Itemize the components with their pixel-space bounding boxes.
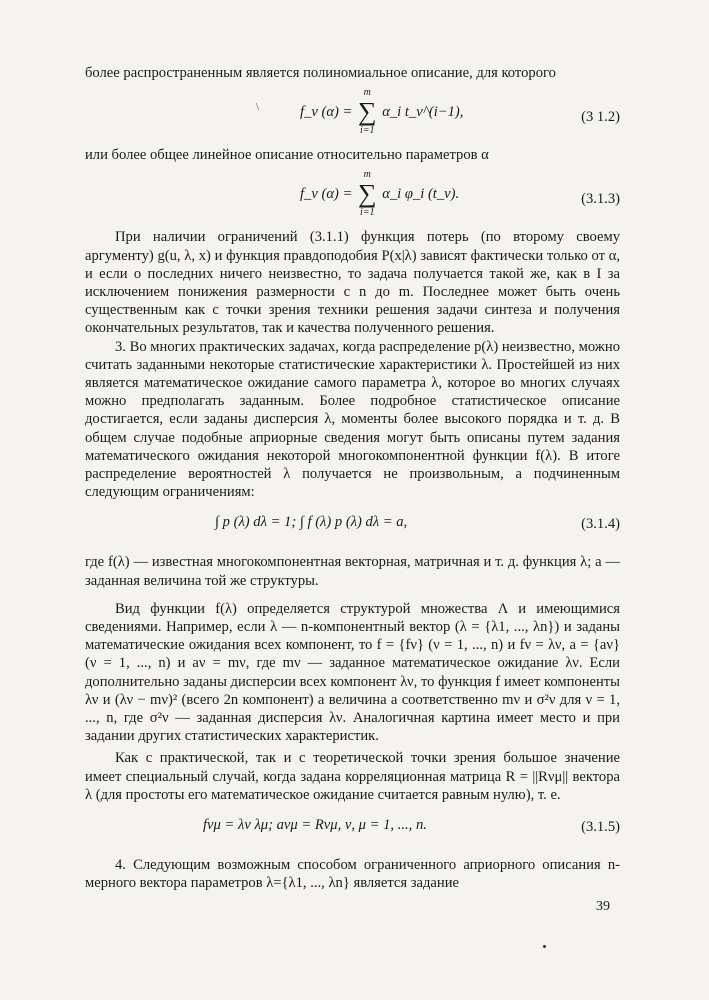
page-number: 39 <box>596 899 610 914</box>
eq1-sum-top: m <box>363 87 371 99</box>
equation-3-1-2 <box>85 86 620 140</box>
equation-3-1-5 <box>85 812 620 844</box>
eq2-rhs: α_i φ_i (t_ν). <box>382 186 460 203</box>
paragraph-7: Как с практической, так и с теоретической точки зрения большое значение имеет специальный случай, когда задана корреляционная матрица R = ||Rνμ|| вектора λ (для простоты его математическое ожидание считается равным нулю), т. е. <box>85 750 620 803</box>
equation-3-1-3 <box>85 168 620 222</box>
paragraph-8: 4. Следующим возможным способом ограниченного априорного описания n-мерного вектора параметров λ={λ1, ..., λn} является задание <box>85 857 620 892</box>
paragraph-1: более распространенным является полиномиальное описание, для которого <box>85 65 556 81</box>
eq1-sum-bottom: i=1 <box>360 125 375 137</box>
paragraph-5: где f(λ) — известная многокомпонентная векторная, матричная и т. д. функция λ; a — заданная величина той же структуры. <box>85 554 620 589</box>
eq2-sum-bottom: i=1 <box>360 207 375 219</box>
eq3-body: ∫ p (λ) dλ = 1; ∫ f (λ) p (λ) dλ = a, <box>215 514 408 531</box>
ink-dot <box>543 945 546 948</box>
eq1-number: (3 1.2) <box>581 109 620 126</box>
sum-symbol-icon: m ∑ i=1 <box>358 169 377 219</box>
sum-symbol-icon: m ∑ i=1 <box>358 87 377 137</box>
eq2-lhs: f_ν (α) = <box>300 186 353 203</box>
equation-3-1-4 <box>85 509 620 541</box>
eq4-body: fνμ = λν λμ; aνμ = Rνμ, ν, μ = 1, ..., n. <box>203 817 427 834</box>
document-page <box>85 64 620 893</box>
paragraph-3: При наличии ограничений (3.1.1) функция потерь (по второму своему аргументу) g(u, λ, x) и функция правдоподобия P(x|λ) зависят фактически только от α, и если о последних ничего неизвестно, то задача получается такой же, как в I за исключением понижения размерности с n до m. Последнее может быть очень существенным как с точки зрения техники решения задачи синтеза и получения окончательных результатов, так и качества полученного решения. <box>85 229 620 337</box>
eq3-number: (3.1.4) <box>581 516 620 533</box>
eq1-lhs: f_ν (α) = <box>300 104 353 121</box>
stray-mark: \ <box>256 101 260 113</box>
eq2-sum-top: m <box>363 169 371 181</box>
paragraph-2: или более общее линейное описание относительно параметров α <box>85 147 489 164</box>
paragraph-6: Вид функции f(λ) определяется структурой множества Λ и имеющимися сведениями. Например, если λ — n-компонентный вектор (λ = {λ1, ..., λn}) и заданы математические ожидания всех компонент, то f = {fν} (ν = 1, ..., n) и fν = λν, a = {aν} (ν = 1, ..., n) и aν = mν, где mν — заданное математическое ожидание λν. Если дополнительно заданы дисперсии всех компонент λν, то функция f имеет компоненты λν и (λν − mν)² (всего 2n компонент) а величина a соответственно mν и σ²ν для ν = 1, ..., n, где σ²ν — заданная дисперсия λν. Аналогичная картина имеет место и при задании других статистических характеристик. <box>85 600 620 745</box>
paragraph-4: 3. Во многих практических задачах, когда распределение p(λ) неизвестно, можно считать заданными некоторые статистические характеристики λ. Простейшей из них является математическое ожидание самого параметра λ, которое во многих случаях можно предполагать заданным. Более подробное статистическое описание достигается, если заданы дисперсия λ, моменты более высокого порядка и т. д. В общем случае подобные априорные сведения могут быть описаны путем задания математического ожидания некоторой многокомпонентной функции f(λ). В итоге распределение вероятностей λ получается не произвольным, а подчиненным следующим ограничениям: <box>85 338 620 501</box>
eq2-number: (3.1.3) <box>581 191 620 208</box>
eq4-number: (3.1.5) <box>581 819 620 836</box>
eq1-rhs: α_i t_ν^(i−1), <box>382 104 464 121</box>
